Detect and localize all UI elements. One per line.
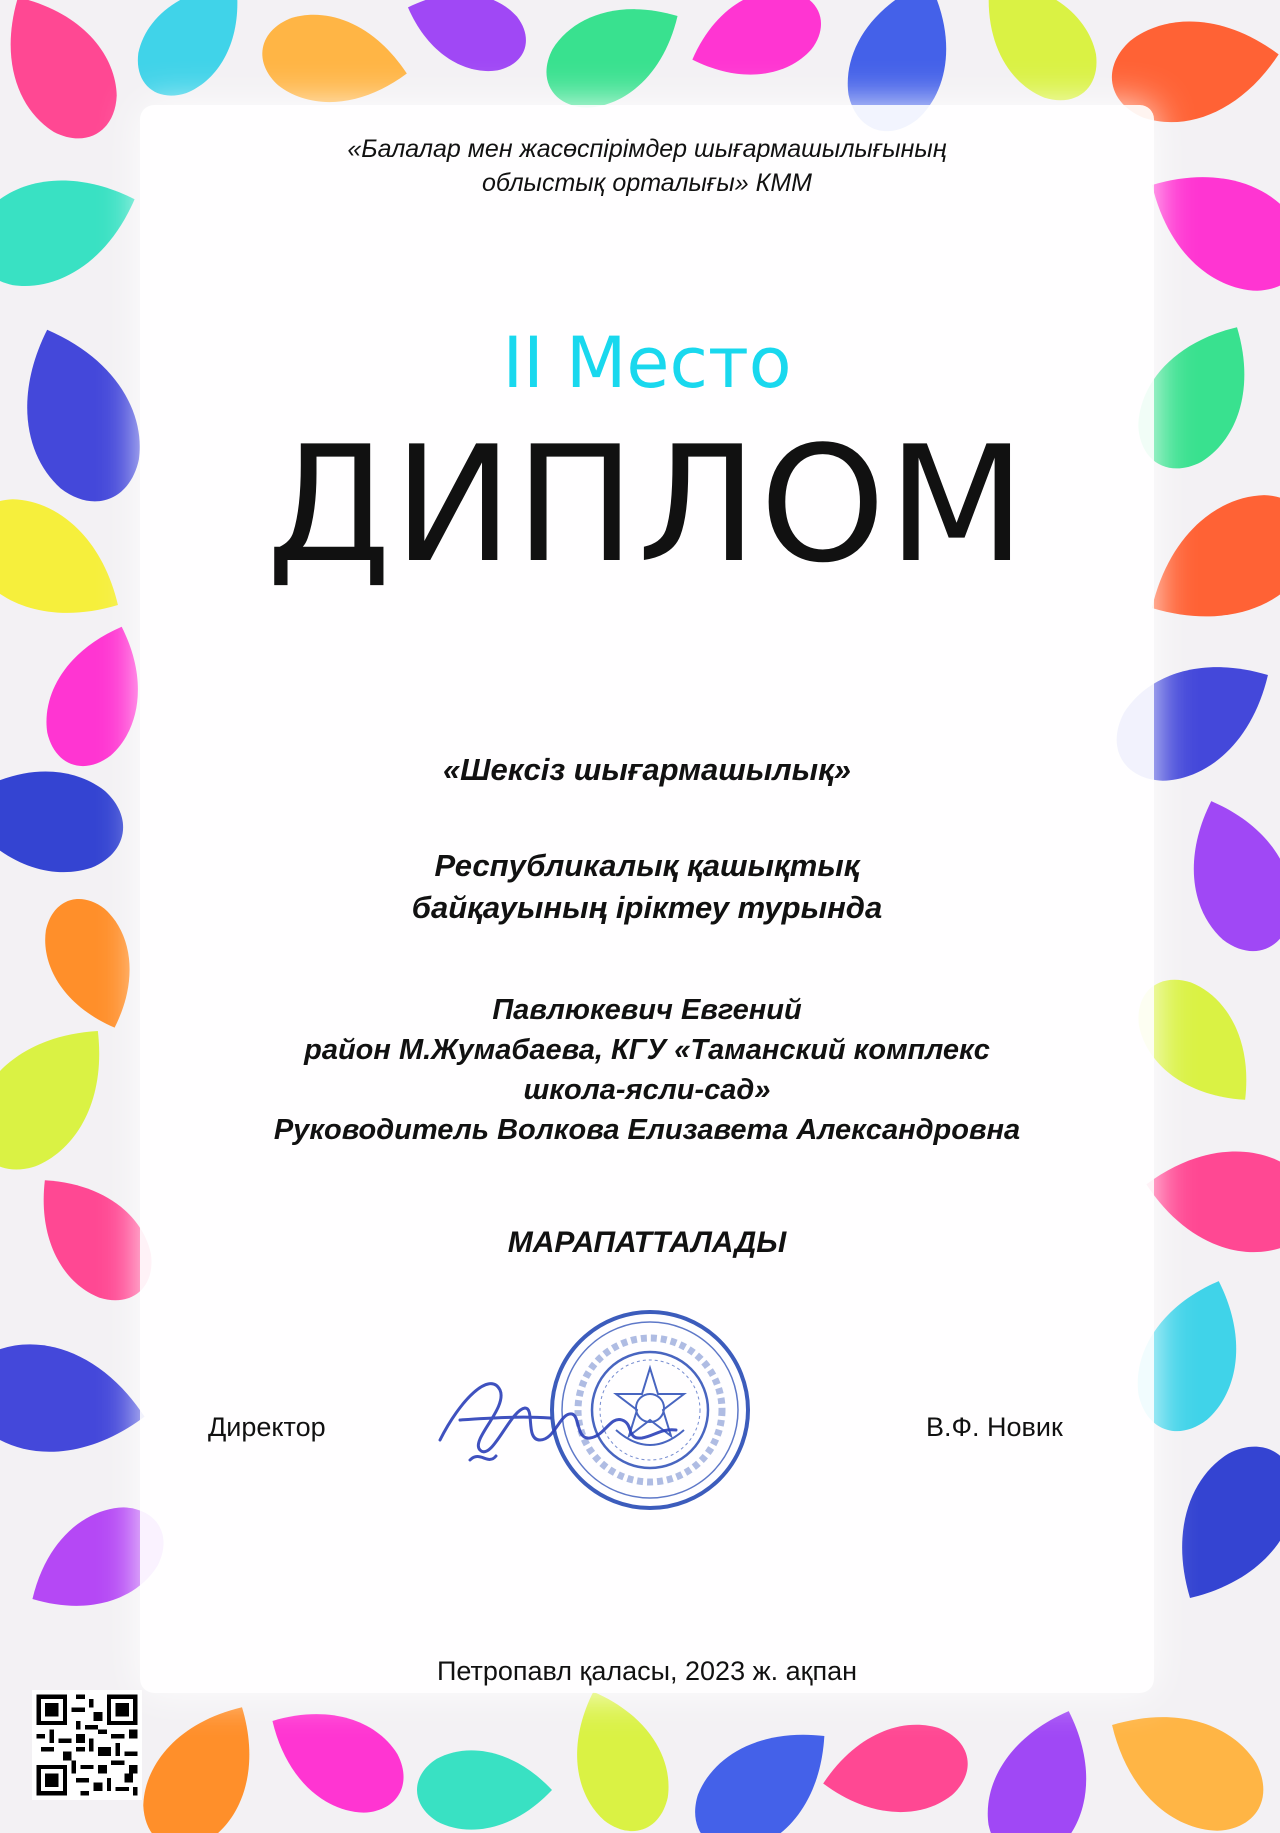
place-and-date: Петропавл қаласы, 2023 ж. ақпан <box>436 1656 858 1686</box>
awardee-name: Павлюкевич Евгений <box>492 994 802 1026</box>
awardee-supervisor: Руководитель Волкова Елизавета Александровна <box>273 1114 1021 1146</box>
organization-line-1: «Балалар мен жасөспірімдер шығармашылығының <box>347 135 947 163</box>
award-text: МАРАПАТТАЛАДЫ <box>507 1226 787 1259</box>
awardee-school-line-1: район М.Жумабаева, КГУ «Таманский комплекс <box>304 1034 990 1066</box>
organization-line-2: облыстық орталығы» КММ <box>482 169 812 197</box>
official-stamp-and-signature <box>430 1290 790 1530</box>
diploma-title: ДИПЛОМ <box>266 411 1028 598</box>
round-line-1: Республикалық қашықтық <box>434 848 860 883</box>
round-line-2: байқауының іріктеу турында <box>411 890 883 925</box>
qr-code <box>32 1690 142 1800</box>
stamp-seal <box>552 1312 748 1508</box>
signatory-name: В.Ф. Новик <box>926 1412 1063 1442</box>
place-label: II Место <box>502 322 792 404</box>
contest-name: «Шексіз шығармашылық» <box>442 752 852 787</box>
organization-name <box>140 132 1154 200</box>
signatory-role: Директор <box>208 1412 326 1442</box>
contest-round <box>140 845 1154 929</box>
awardee-block <box>140 990 1154 1150</box>
awardee-school-line-2: школа-ясли-сад» <box>523 1074 771 1106</box>
